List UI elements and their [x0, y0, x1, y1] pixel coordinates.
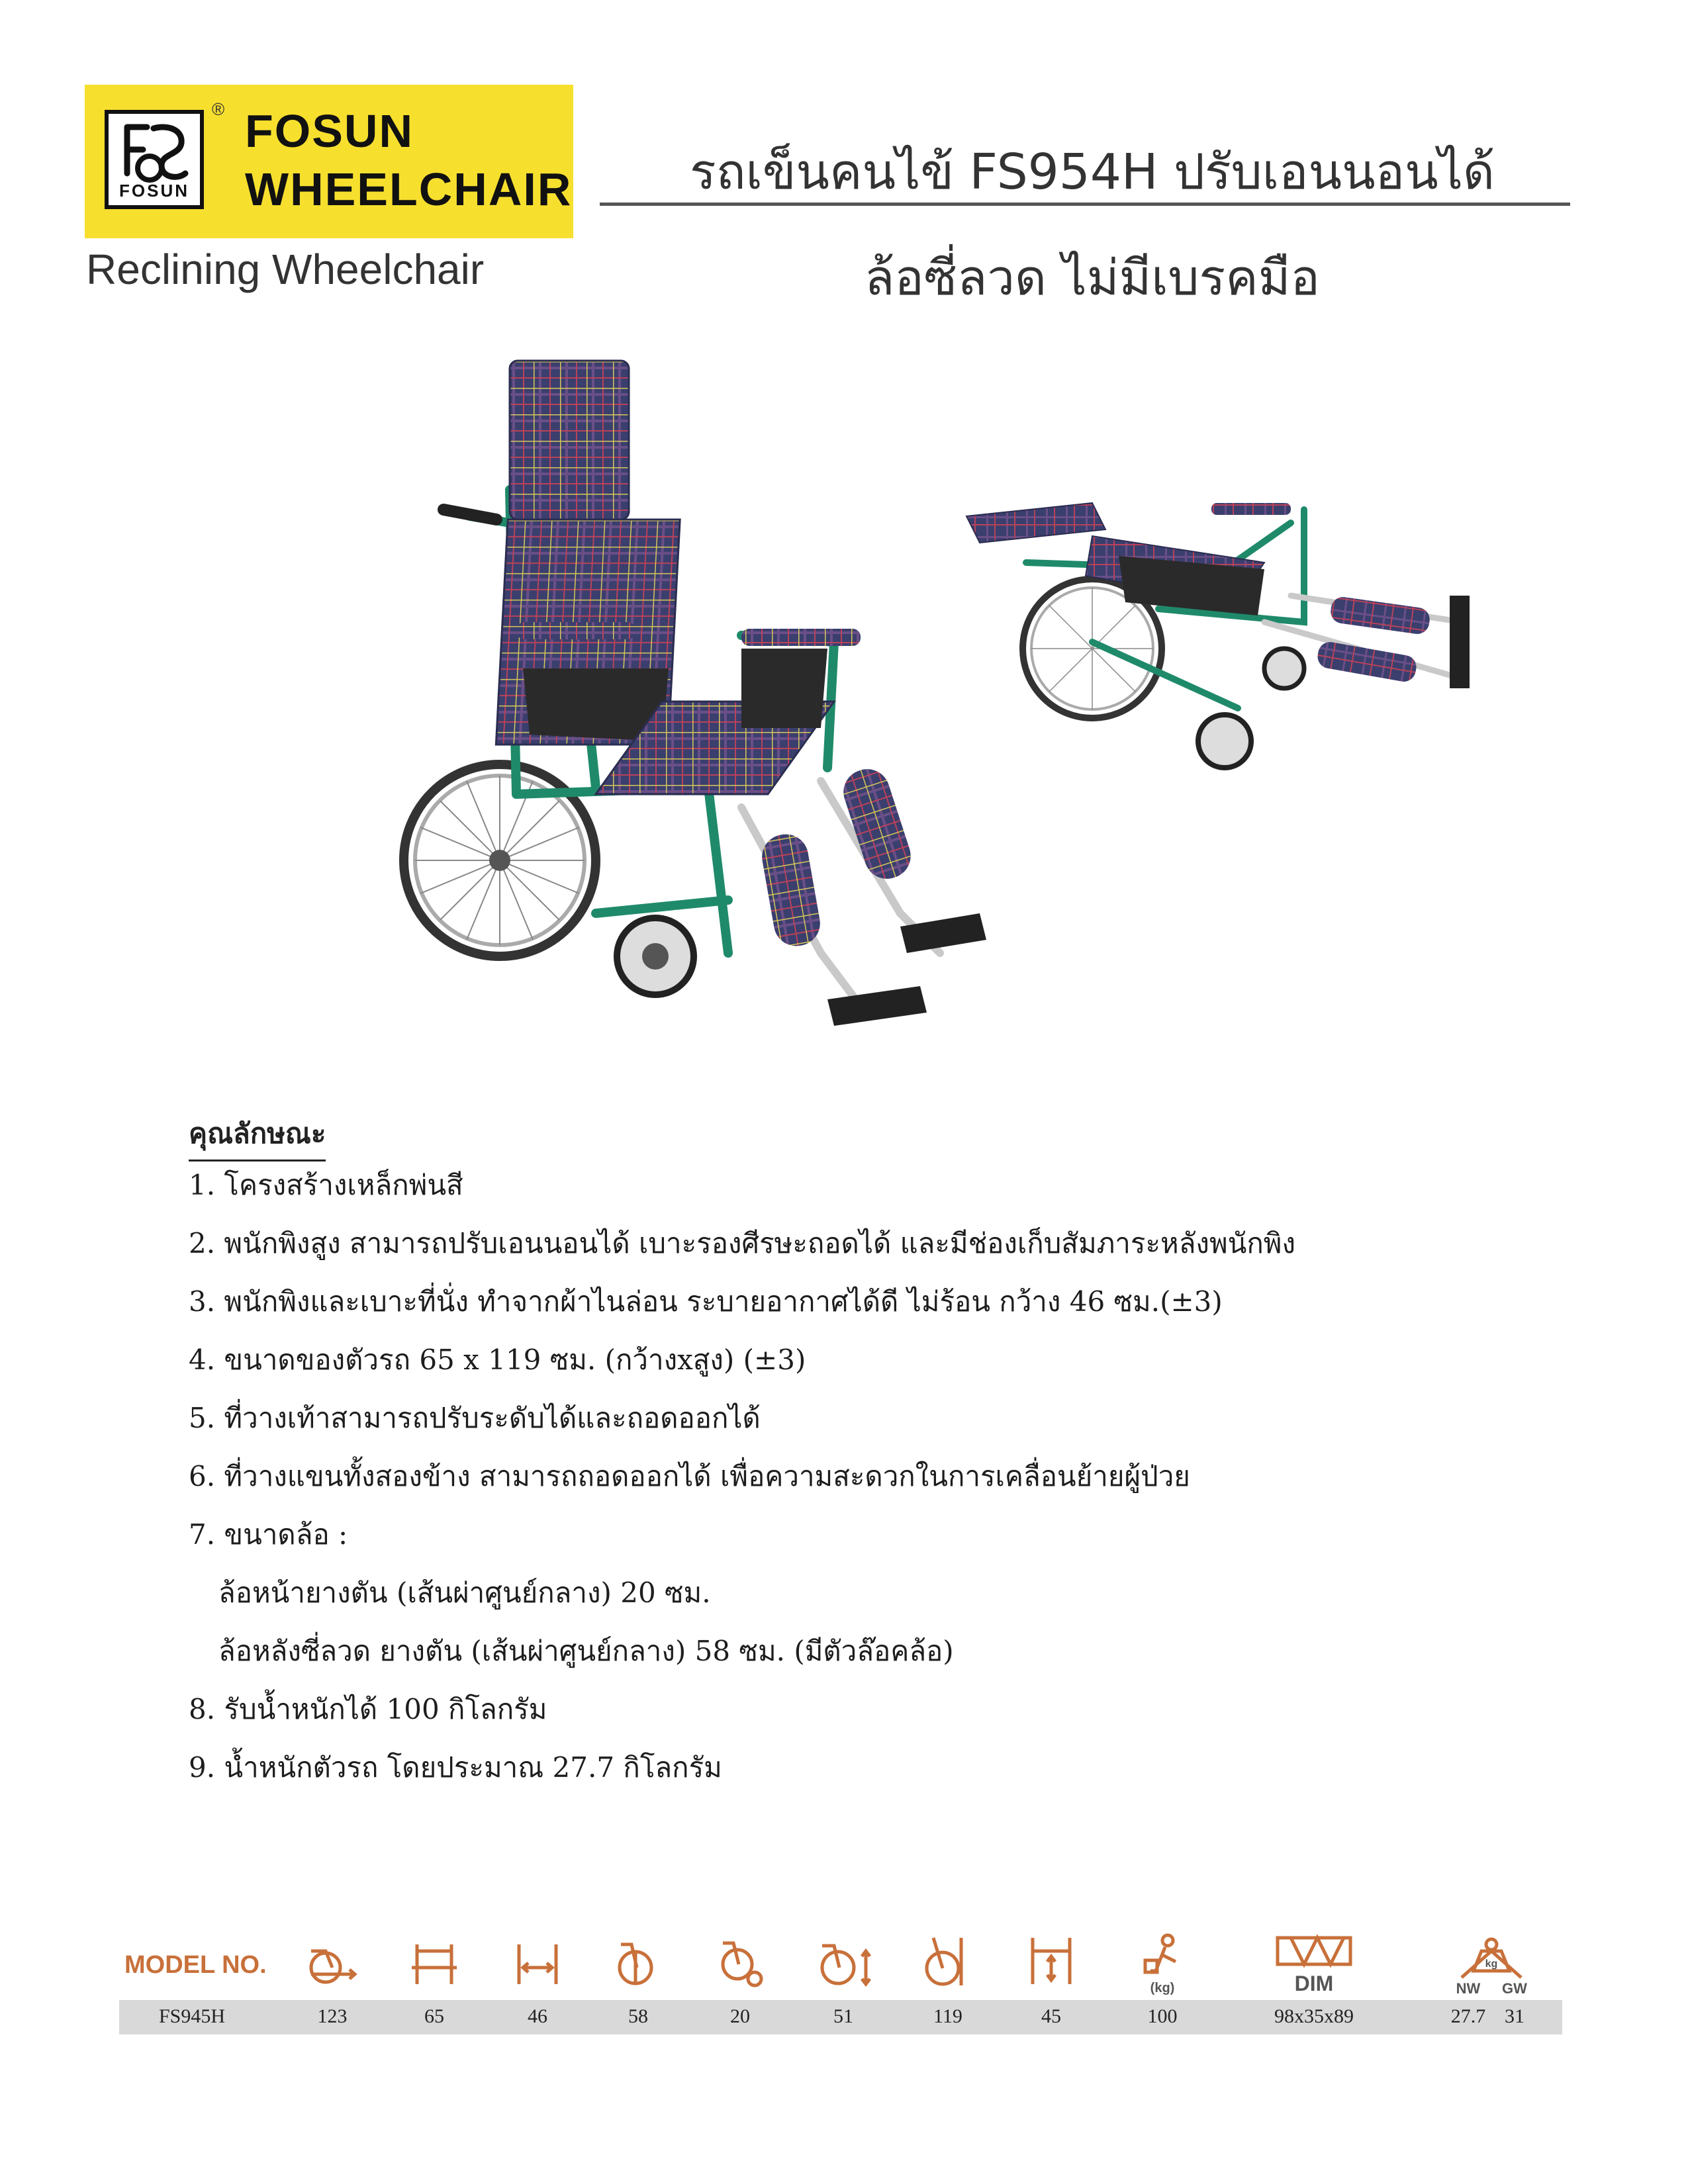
model-no-label: MODEL NO. — [124, 1951, 267, 1979]
gross-weight-caption: GW — [1502, 1980, 1527, 1997]
feature-subitem: ล้อหลังซี่ลวด ยางตัน (เส้นผ่าศูนย์กลาง) 58 ซม. (มีตัวล๊อคล้อ) — [218, 1635, 954, 1667]
max-load-caption: (kg) — [1150, 1981, 1175, 1995]
registered-mark: ® — [212, 99, 225, 119]
feature-item: 4. ขนาดของตัวรถ 65 x 119 ซม. (กว้างxสูง) (±3) — [189, 1343, 806, 1376]
wheelchair-logo-icon — [109, 116, 200, 189]
net-weight-caption: NW — [1456, 1980, 1481, 1997]
front-wheel-icon — [715, 1931, 768, 1991]
brand-name-line2: WHEELCHAIR — [245, 163, 573, 215]
feature-item: 5. ที่วางเท้าสามารถปรับระดับได้และถอดออกได้ — [189, 1402, 761, 1434]
rear-wheel-icon — [612, 1931, 665, 1991]
seat-height-icon — [816, 1931, 875, 1991]
total-height-icon — [920, 1931, 973, 1991]
spec-net-weight: 27.7 — [1450, 2005, 1486, 2027]
weight-icon — [1448, 1931, 1534, 1997]
feature-item: 6. ที่วางแขนทั้งสองข้าง สามารถถอดออกได้ เพื่อความสะดวกในการเคลื่อนย้ายผู้ป่วย — [189, 1460, 1190, 1492]
spec-model: FS945H — [158, 2005, 226, 2027]
armrest-height-icon — [1025, 1931, 1078, 1991]
fosun-logo-mark — [105, 110, 204, 209]
feature-item: 9. น้ำหนักตัวรถ โดยประมาณ 27.7 กิโลกรัม — [189, 1751, 722, 1784]
brand-name-line1: FOSUN — [245, 105, 414, 157]
width-icon — [408, 1931, 461, 1991]
spec-armrest-height: 45 — [1041, 2005, 1061, 2027]
length-icon — [306, 1931, 359, 1991]
brand-logo — [85, 85, 573, 238]
feature-item: 2. พนักพิงสูง สามารถปรับเอนนอนได้ เบาะรองศีรษะถอดได้ และมีช่องเก็บสัมภาระหลังพนักพิง — [189, 1227, 1295, 1259]
spec-total-height: 119 — [933, 2005, 962, 2027]
spec-max-load: 100 — [1147, 2005, 1178, 2027]
feature-item: 8. รับน้ำหนักได้ 100 กิโลกรัม — [189, 1693, 547, 1725]
features-heading: คุณลักษณะ — [189, 1112, 326, 1161]
dim-icon — [1271, 1931, 1357, 1997]
dim-caption: DIM — [1294, 1972, 1334, 1995]
max-load-icon — [1136, 1931, 1189, 1997]
logo-small-text: FOSUN — [119, 181, 189, 201]
spec-width: 65 — [424, 2005, 444, 2027]
spec-seat-height: 51 — [833, 2005, 853, 2027]
feature-item: 1. โครงสร้างเหล็กพ่นสี — [189, 1169, 463, 1201]
wheelchair-photo-reclined — [960, 490, 1503, 781]
spec-rear-wheel: 58 — [628, 2005, 648, 2027]
product-subtitle: Reclining Wheelchair — [86, 246, 485, 293]
title-divider — [600, 203, 1570, 206]
weight-kg-tag: kg — [1485, 1958, 1498, 1970]
feature-item: 7. ขนาดล้อ : — [189, 1518, 348, 1551]
spec-gross-weight: 31 — [1505, 2005, 1524, 2027]
feature-item: 3. พนักพิงและเบาะที่นั่ง ทำจากผ้าไนล่อน ระบายอากาศได้ดี ไม่ร้อน กว้าง 46 ซม.(±3) — [189, 1285, 1223, 1318]
spec-dimension: 98x35x89 — [1274, 2005, 1354, 2027]
spec-front-wheel: 20 — [730, 2005, 750, 2027]
spec-length: 123 — [317, 2005, 348, 2027]
feature-subitem: ล้อหน้ายางตัน (เส้นผ่าศูนย์กลาง) 20 ซม. — [218, 1576, 711, 1609]
spec-seat-width: 46 — [528, 2005, 547, 2027]
product-title-line2: ล้อซี่ลวด ไม่มีเบรคมือ — [864, 250, 1320, 306]
seat-width-icon — [511, 1931, 564, 1991]
product-title: รถเข็นคนไข้ FS954H ปรับเอนนอนได้ — [690, 144, 1495, 201]
